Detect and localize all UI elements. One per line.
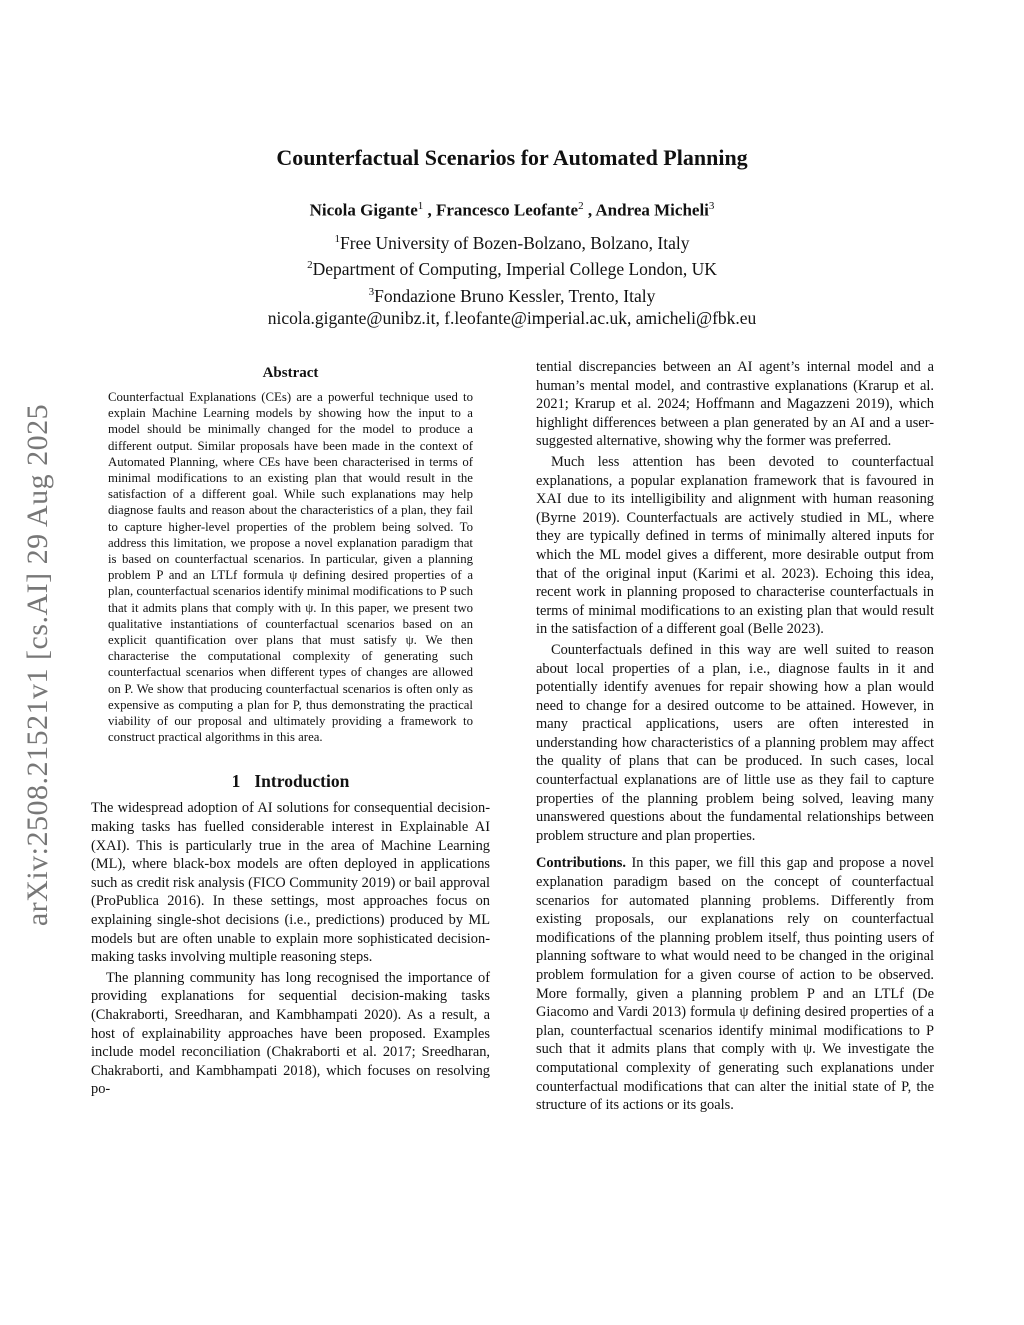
paragraph-text: In this paper, we fill this gap and propose a novel explanation paradigm based on the concept of counterfactual scenarios for automated planning problems. Differently from existing proposals, our explanations rely on counterfactual modifications of the planning problem itself, thus pointing users of planning software to what would need to be changed in the original problem formulation for a given course of action to be observed. More formally, given a planning problem P and an LTLf (De Giacomo and Vardi 2013) formula ψ defining desired properties of a plan, counterfactual scenarios identify minimal modifications to P such that it admits plans that comply with ψ. We investigate the computational complexity of generating such explanations under counterfactual modifications that can alter the initial state of P, the structure of its actions or its goals. [536,855,934,1114]
paragraph: tential discrepancies between an AI agent’s internal model and a human’s mental model, and contrastive explanations (Krarup et al. 2021; Krarup et al. 2024; Hoffmann and Magazzeni 2019), which highlight differences between a plan generated by an AI and a user-suggested alternative, showing why the former was preferred. [536,359,934,450]
section-title: Introduction [254,771,350,792]
paragraph: Much less attention has been devoted to counterfactual explanations, a popular explanation framework that is favoured in XAI due to its intelligibility and alignment with human reasoning (Byrne 2019). Counterfactuals are actively studied in ML, where they are typically defined in terms of minimally altered inputs for which the ML model gives a different, more desirable output from that of the original input (Karimi et al. 2023). Echoing this idea, recent work in planning proposed to characterise counterfactuals in terms of minimal modifications to an existing plan that would result in the satisfaction of a different goal (Belle 2023). [536,453,934,638]
introduction-body [91,799,490,1099]
paper-title: Counterfactual Scenarios for Automated Planning [276,145,748,170]
abstract-heading: Abstract [262,365,319,381]
right-column [536,358,934,1115]
author-name: Nicola Gigante [309,200,418,220]
paragraph: The widespread adoption of AI solutions for consequential decision-making tasks has fuelled considerable interest in Explainable AI (XAI). This is particularly true in the area of Machine Learning (ML), where black-box models are often deployed in applications such as credit risk analysis (FICO Community 2019) or bail approval (ProPublica 2016). In these settings, most approaches focus on explaining single-shot decisions (i.e., predictions) produced by ML models but are often unable to explain more sophisticated decision-making tasks involving multiple reasoning steps. [91,800,490,966]
arxiv-stamp-text: arXiv:2508.21521v1 [cs.AI] 29 Aug 2025 [21,403,54,927]
author-separator: , [423,200,436,220]
paragraph-contributions [536,854,934,1114]
left-column [91,365,490,1099]
author-separator: , [583,200,596,220]
paragraph: The planning community has long recognised the importance of providing explanations for sequential decision-making tasks (Chakraborti, Sreedharan, and Kambhampati 2020). As a result, a host of explainability approaches have been proposed. Examples include model reconciliation (Chakraborti et al. 2017; Sreedharan, Chakraborti, and Kambhampati 2018), which focuses on resolving po- [91,969,490,1098]
author-affil-mark: 3 [708,200,715,212]
abstract-body [108,389,473,745]
affiliation-line: $^1$Free University of Bozen-Bolzano, Bolzano, Italy [334,232,690,253]
author-affil-mark: 2 [578,200,584,212]
paragraph-run-in-label: Contributions. [536,855,626,872]
author-emails: nicola.gigante@unibz.it, f.leofante@imperial.ac.uk, amicheli@fbk.eu [267,307,757,328]
arxiv-identifier-stamp [12,370,64,960]
author-name: Andrea Micheli [595,200,709,220]
author-affil-mark: 1 [417,200,424,212]
affiliation-block [0,228,1024,329]
affiliation-line: $^3$Fondazione Bruno Kessler, Trento, Italy [368,285,656,306]
affiliation-line: $^2$Department of Computing, Imperial College London, UK [307,259,717,280]
paragraph: Counterfactuals defined in this way are well suited to reason about local properties of a plan, i.e., diagnose faults in it and potentially identify avenues for repair showing how a plan would need to change for a desired outcome to be attained. However, in many practical applications, users are often interested in understanding how characteristics of a planning problem may affect the quality of plans that can be produced. In such cases, local counterfactual explanations are of little use as they fail to capture properties of the planning problem being solved, leaving many unanswered questions about the fundamental relationships between problem structure and plan properties. [536,641,934,844]
abstract-text: Counterfactual Explanations (CEs) are a powerful technique used to explain Machine Learning models by showing how the input to a model should be minimally changed for the model to produce a different output. Similar proposals have been made in the context of Automated Planning, where CEs have been characterised in terms of minimal modifications to an existing plan that would result in the satisfaction of a different goal. While such explanations may help diagnose faults and reason about the characteristics of a plan, they fail to capture higher-level properties of the problem being solved. To address this limitation, we propose a novel explanation paradigm that is based on counterfactual scenarios. In particular, given a planning problem P and an LTLf formula ψ defining desired properties of a plan, counterfactual scenarios identify minimal modifications to P such that it admits plans that comply with ψ. In this paper, we present two qualitative instantiations of counterfactual scenarios based on an explicit quantification over plans that must satisfy ψ. We then characterise the computational complexity of generating such counterfactual scenarios when different types of changes are allowed on P. We show that producing counterfactual scenarios is often only as expensive as computing a plan for P, thus demonstrating the practical viability of our proposal and ultimately providing a framework to construct practical algorithms in this area. [108,390,473,745]
author-name: Francesco Leofante [436,200,579,220]
author-list [0,200,1024,221]
section-heading-introduction [91,771,490,792]
section-number: 1 [231,771,241,792]
